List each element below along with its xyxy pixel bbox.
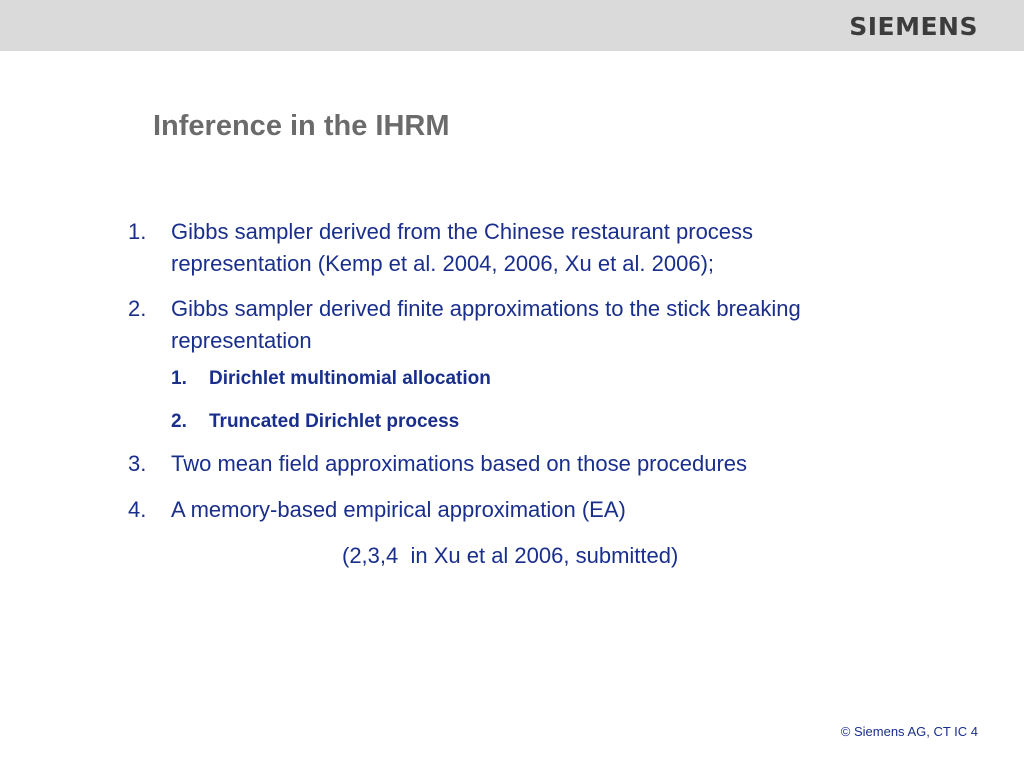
list-item-line: representation (Kemp et al. 2004, 2006, Xu et al. 2006); xyxy=(171,251,715,276)
list-item-number: 3. xyxy=(128,451,147,476)
list-item-1 xyxy=(128,216,928,280)
sublist-item-number: 2. xyxy=(171,411,187,432)
sublist-item-1 xyxy=(128,366,928,392)
list-item-2 xyxy=(128,293,928,357)
list-item-number: 1. xyxy=(128,219,147,244)
footer-copyright: © Siemens AG, CT IC 4 xyxy=(840,724,978,739)
list-item-text: A memory-based empirical approximation (EA) xyxy=(171,497,626,522)
sublist-item-text: Dirichlet multinomial allocation xyxy=(209,368,491,389)
list-item-line: Gibbs sampler derived finite approximations to the stick breaking xyxy=(171,296,801,321)
list-item-line: representation xyxy=(171,328,312,353)
siemens-logo: SIEMENS xyxy=(849,12,978,41)
list-item-4 xyxy=(128,494,928,526)
slide-title: Inference in the IHRM xyxy=(153,110,450,142)
sublist-item-text: Truncated Dirichlet process xyxy=(209,411,460,432)
sublist-item-2 xyxy=(128,409,928,435)
citation-note: (2,3,4 in Xu et al 2006, submitted) xyxy=(342,543,679,568)
list-item-3 xyxy=(128,448,928,480)
list-item-number: 4. xyxy=(128,497,147,522)
list-item-number: 2. xyxy=(128,296,147,321)
sublist-item-number: 1. xyxy=(171,368,187,389)
list-item-text: Two mean field approximations based on those procedures xyxy=(171,451,748,476)
header-bar xyxy=(0,0,1024,51)
slide-content xyxy=(128,216,928,572)
list-item-line: Gibbs sampler derived from the Chinese restaurant process xyxy=(171,219,754,244)
